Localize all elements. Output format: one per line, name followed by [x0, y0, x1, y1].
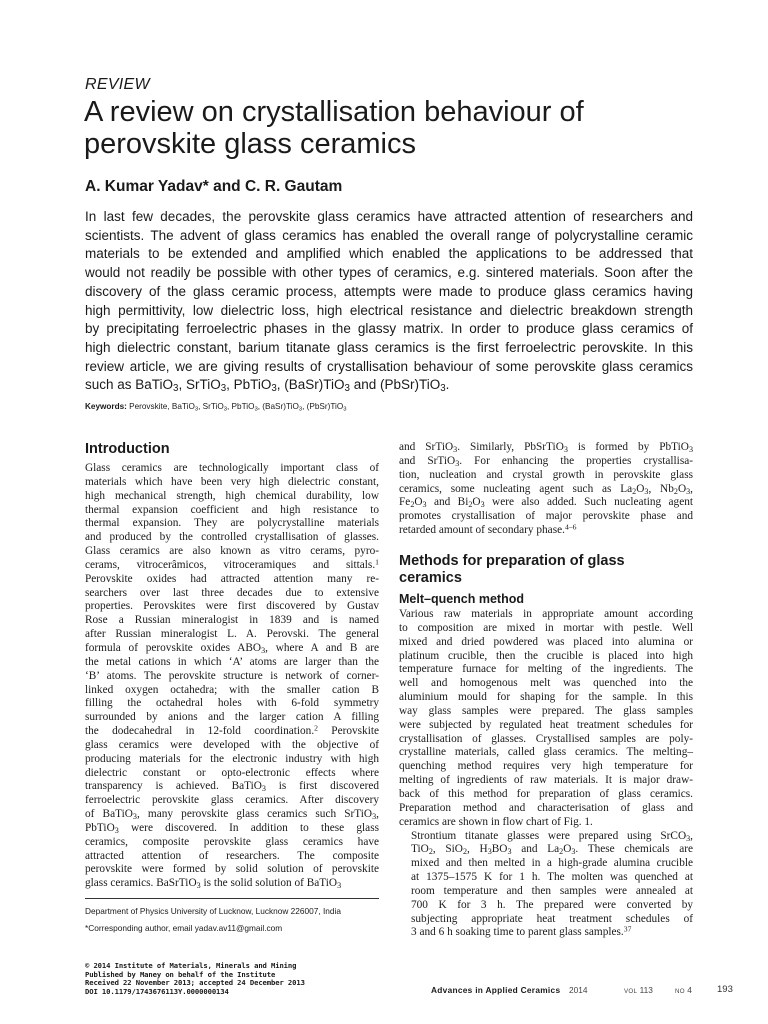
- text-line: back of this method for preparation of glass ceramics.: [399, 787, 693, 800]
- copyright-line: © 2014 Institute of Materials, Minerals and Mining: [85, 961, 297, 970]
- text-line: formula of perovskite oxides $ABO_3$, where A and B are: [85, 641, 380, 655]
- introduction-continued: [399, 441, 693, 538]
- text-line: perovskite were formed by solid solution of perovskite: [85, 863, 379, 876]
- journal-name: Advances in Applied Ceramics: [431, 985, 561, 995]
- text-line: retarded amount of secondary phase.$^{4-6}$: [399, 522, 577, 537]
- page-number: 193: [717, 984, 733, 995]
- text-line: ferroelectric perovskite glass ceramics. After discovery: [85, 794, 379, 807]
- title-line: A review on crystallisation behaviour of: [84, 96, 584, 128]
- title-line: perovskite glass ceramics: [84, 128, 416, 160]
- footnote-divider: [85, 898, 379, 899]
- text-line: by precipitating ferroelectric phases in the glassy matrix. In order to produce glass ceramics of: [85, 321, 693, 337]
- introduction-body: [85, 462, 379, 891]
- text-line: review article, we are giving results of crystallisation behaviour of some perovskite glass ceramics: [85, 358, 693, 374]
- text-line: Glass ceramics are also known as vitro cerams, pyro-: [85, 545, 379, 558]
- text-line: attracted attention of researchers. The composite: [85, 849, 379, 862]
- melt-quench-body: [399, 608, 693, 940]
- text-line: subjecting appropriate heat treatment schedules of: [411, 912, 693, 925]
- text-line: platinum crucible, then the crucible is placed into high: [399, 649, 693, 662]
- text-line: 700 K for 3 h. The prepared were converted by: [411, 898, 693, 911]
- paragraph: [399, 608, 693, 830]
- text-line: the dodecahedral in 12-fold coordination.$^2$ Perovskite: [85, 723, 379, 738]
- methods-heading: [399, 553, 699, 587]
- text-line: temperature furnace for melting of the ingredients. The: [399, 663, 693, 676]
- introduction-heading: Introduction: [85, 441, 170, 457]
- text-line: promotes crystallisation of major perovskite phase and: [399, 510, 693, 523]
- issue-label: NO: [675, 988, 685, 995]
- copyright-line: Received 22 November 2013; accepted 24 December 2013: [85, 978, 305, 988]
- text-line: thermal expansion coefficient and high resistance to: [85, 503, 379, 516]
- text-line: mixed and dried powdered was placed into alumina or: [399, 635, 693, 648]
- text-line: and SrTiO$_3$. For enhancing the properties crystallisa-: [399, 454, 693, 468]
- text-line: way glass samples were prepared. The glass samples: [399, 704, 693, 717]
- text-line: Various raw materials in appropriate amount according: [399, 608, 693, 620]
- text-line: transparency is achieved. BaTiO$_3$ is first discovered: [85, 780, 380, 794]
- text-line: materials which have been very high dielectric constant,: [85, 475, 379, 488]
- text-line: producing materials for the electronic industry with high: [85, 752, 379, 765]
- melt-quench-subheading: Melt–quench method: [399, 592, 525, 606]
- text-line: high permittivity, low dielectric loss, high electrical resistance and dielectric breakdown strength: [85, 302, 693, 318]
- text-line: after Russian mineralogist L. A. Perovski. The general: [85, 628, 379, 641]
- text-line: ceramics are shown in flow chart of Fig. 1.: [399, 815, 593, 828]
- text-line: glass ceramics. BaSrTiO$_3$ is the solid solution of BaTiO$_3$: [85, 877, 342, 891]
- text-line: surrounded by anions and the larger cation A filling: [85, 711, 379, 724]
- issue-number: 4: [687, 985, 692, 995]
- text-line: TiO$_2$, SiO$_2$, $H_3BO_3$ and $La_2O_3$. These chemicals are: [411, 843, 694, 857]
- text-line: linked oxygen octahedra; with the smaller cation B: [85, 683, 379, 696]
- text-line: crystalline materials, called glass ceramics. The melting–: [399, 746, 693, 759]
- affiliation-footnote: Department of Physics University of Lucknow, Lucknow 226007, India: [85, 906, 341, 916]
- text-line: materials to be extended and amplified which enabled the applications to be addressed that: [85, 246, 693, 262]
- text-line: searchers over last three decades due to extensive: [85, 586, 379, 599]
- heading-line: ceramics: [399, 570, 462, 586]
- volume-label: VOL: [624, 988, 638, 995]
- text-line: 3 and 6 h soaking time to parent glass samples.$^{37}$: [411, 924, 632, 939]
- section-label: REVIEW: [85, 76, 150, 93]
- corresponding-author-footnote: *Corresponding author, email yadav.av11@gmail.com: [85, 923, 283, 933]
- text-line: Preparation method and characterisation of glass and: [399, 801, 693, 814]
- text-line: of BaTiO$_3$, many perovskite glass ceramics such SrTiO$_3$,: [85, 808, 379, 821]
- copyright-block: [85, 962, 305, 996]
- text-line: scientists. The advent of glass ceramics has enabled the overall range of polycrystalline ceramic: [85, 227, 693, 243]
- text-line: high mechanical strength, high chemical durability, low: [85, 489, 379, 502]
- text-line: Glass ceramics are technologically important class of: [85, 462, 379, 474]
- text-line: would not readily be possible with other types of ceramics, e.g. sintered materials. Soon after the: [85, 265, 693, 281]
- text-line: were subjected by regulated heat treatment schedules for: [399, 718, 693, 731]
- text-line: room temperature and then samples were annealed at: [411, 884, 693, 897]
- copyright-line: DOI 10.1179/1743676113Y.0000000134: [85, 986, 229, 996]
- text-line: $Fe_2O_3$ and $Bi_2O_3$ were also added. Such nucleating agent: [399, 496, 693, 510]
- text-line: discovery of the glass ceramic process, attempts were made to produce glass ceramics having: [85, 283, 693, 299]
- text-line: such as BaTiO$_3$, SrTiO$_3$, PbTiO$_3$, (BaSr)TiO$_3$ and (PbSr)TiO$_3$.: [85, 377, 450, 395]
- paragraph: [399, 830, 693, 941]
- text-line: aluminium mould for shaping for the sample. In this: [399, 691, 693, 704]
- copyright-line: Published by Maney on behalf of the Institute: [85, 969, 276, 979]
- text-line: melting of ingredients of raw materials. It is major draw-: [399, 774, 693, 787]
- article-title: [84, 96, 704, 160]
- text-line: Strontium titanate glasses were prepared using SrCO$_3$,: [411, 829, 693, 843]
- text-line: PbTiO$_3$ were discovered. In addition to these glass: [85, 821, 379, 835]
- text-line: and SrTiO$_3$. Similarly, PbSrTiO$_3$ is formed by PbTiO$_3$: [399, 441, 694, 454]
- text-line: dielectric constant or opto-electronic effects where: [85, 766, 379, 779]
- heading-line: Methods for preparation of glass: [399, 553, 625, 569]
- keywords: [85, 402, 346, 411]
- text-line: quenching method requires very high temperature for: [399, 760, 693, 773]
- text-line: ceramics, some nucleating agent such as $La_2O_3$, $Nb_2O_3$,: [399, 482, 693, 496]
- author-list: A. Kumar Yadav* and C. R. Gautam: [85, 178, 343, 195]
- text-line: and produced by the controlled crystallisation of glasses.: [85, 531, 379, 544]
- abstract: [85, 208, 693, 395]
- text-line: the metal cations in which ‘A’ atoms are larger than the: [85, 655, 379, 668]
- volume-number: 113: [639, 985, 653, 995]
- text-line: at 1375–1575 K for 1 h. The molten was quenched at: [411, 871, 693, 884]
- text-line: crystallisation of glasses. Crystallised samples are poly-: [399, 732, 693, 745]
- text-line: high dielectric constant, barium titanate glass ceramics is the first ferroelectric perovskite. In this: [85, 339, 693, 355]
- text-line: ‘B’ atoms. The perovskite structure is network of corner-: [85, 669, 379, 682]
- text-line: mixed and then melted in a high-grade alumina crucible: [411, 857, 693, 870]
- keywords-label: Keywords:: [85, 402, 127, 411]
- issue: [675, 985, 692, 995]
- text-line: Rose a Russian mineralogist in 1839 and is named: [85, 614, 379, 627]
- text-line: to composition are mixed in mortar with pestle. Well: [399, 621, 693, 634]
- text-line: thermal expansion. They are polycrystalline materials: [85, 517, 379, 530]
- publication-year: 2014: [569, 985, 588, 995]
- text-line: cerams, vitrocerâmicos, vitroceramiques and sittals.$^1$: [85, 557, 379, 571]
- volume: [624, 985, 653, 995]
- text-line: In last few decades, the perovskite glass ceramics have attracted attention of researchers and: [85, 209, 693, 224]
- text-line: glass ceramics were developed with the objective of: [85, 738, 379, 751]
- text-line: well and homogenous melt was quenched into the: [399, 677, 693, 690]
- text-line: tion, nucleation and crystal growth in perovskite glass: [399, 468, 693, 481]
- keywords-text: Perovskite, BaTiO$_3$, SrTiO$_3$, PbTiO$_3$, (BaSr)TiO$_3$, (PbSr)TiO$_3$: [129, 402, 347, 413]
- text-line: filling the octahedral holes with 6-fold symmetry: [85, 697, 379, 710]
- text-line: Perovskite oxides had attracted attention many re-: [85, 572, 379, 585]
- text-line: ceramics, composite perovskite glass ceramics have: [85, 835, 379, 848]
- text-line: properties. Perovskites were first discovered by Gustav: [85, 600, 379, 613]
